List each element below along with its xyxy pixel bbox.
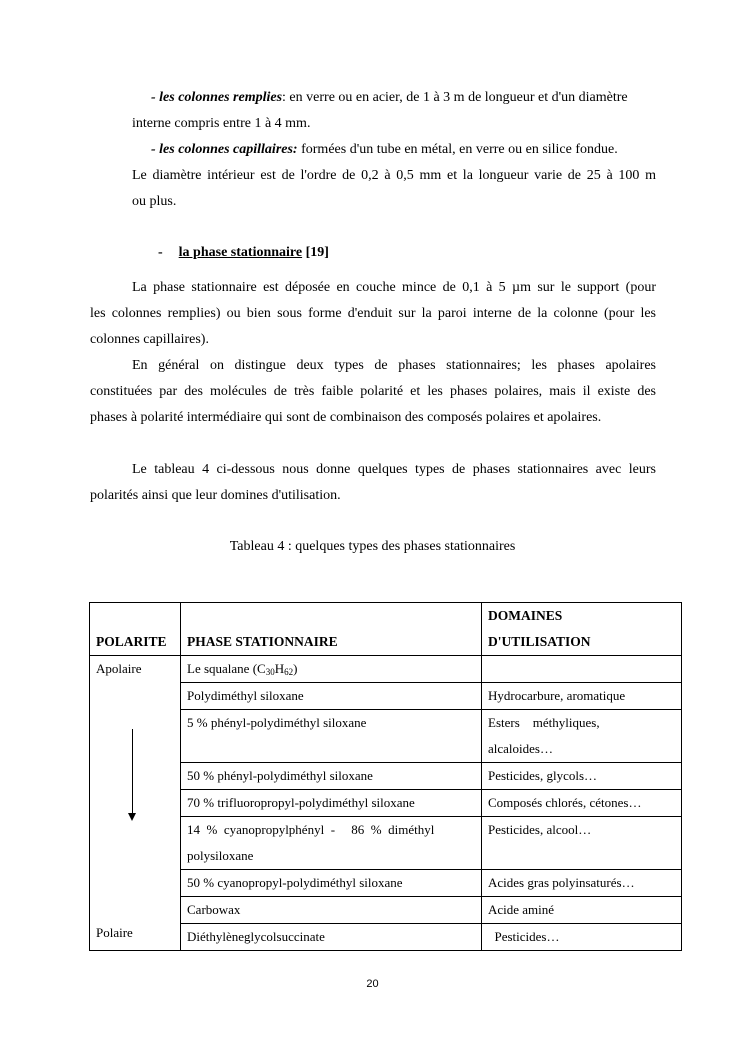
- phase-line-1: 14 % cyanopropylphényl - 86 % diméthyl: [187, 822, 435, 837]
- domaine-cell-empty: [482, 656, 682, 683]
- polarity-cell: [90, 656, 181, 951]
- section-title: la phase stationnaire: [178, 245, 303, 260]
- remplies-text-1: : en verre ou en acier, de 1 à 3 m de longueur et d'un diamètre: [282, 90, 628, 105]
- polarity-arrow-shaft: [132, 729, 133, 814]
- phase-line-2: polysiloxane: [187, 848, 254, 863]
- header-polarite: POLARITE: [90, 603, 181, 656]
- table-caption: Tableau 4 : quelques types des phases stationnaires: [229, 539, 516, 554]
- domaine-cell: Pesticides, glycols…: [482, 763, 682, 790]
- domaine-line-1: Esters méthyliques,: [488, 715, 600, 730]
- squalane-mid: H: [274, 661, 285, 676]
- p1-line-2: les colonnes remplies) ou bien sous forme d'enduit sur la paroi interne de la colonne (pour les: [90, 306, 656, 321]
- phase-cell: [181, 656, 482, 683]
- capillaires-text-1: formées d'un tube en métal, en verre ou en silice fondue.: [297, 142, 618, 157]
- table-header-row: [90, 603, 682, 656]
- phase-cell: Diéthylèneglycolsuccinate: [181, 924, 482, 951]
- phase-cell: [181, 817, 482, 870]
- domaine-cell: Acide aminé: [482, 897, 682, 924]
- p3-line-2: polarités ainsi que leur domines d'utilisation.: [90, 488, 341, 503]
- phase-cell: 70 % trifluoropropyl-polydiméthyl siloxane: [181, 790, 482, 817]
- domaine-cell: [482, 710, 682, 763]
- domaine-cell: Pesticides, alcool…: [482, 817, 682, 870]
- header-phase: PHASE STATIONNAIRE: [181, 603, 482, 656]
- header-domaines-line-1: DOMAINES: [488, 608, 563, 623]
- section-dash: -: [158, 245, 163, 260]
- polarity-top-label: Apolaire: [96, 661, 142, 676]
- squalane-prefix: Le squalane (C: [187, 661, 266, 676]
- p1-line-1: La phase stationnaire est déposée en couche mince de 0,1 à 5 µm sur le support (pour: [132, 280, 656, 295]
- phase-cell: Polydiméthyl siloxane: [181, 683, 482, 710]
- phase-cell: Carbowax: [181, 897, 482, 924]
- phase-cell: 50 % cyanopropyl-polydiméthyl siloxane: [181, 870, 482, 897]
- remplies-term: - les colonnes remplies: [151, 90, 283, 105]
- p1-line-3: colonnes capillaires).: [90, 332, 209, 347]
- domaine-cell: Pesticides…: [482, 924, 682, 951]
- p2-line-2: constituées par des molécules de très faible polarité et les phases polaires, mais il existe des: [90, 384, 656, 399]
- p2-line-3: phases à polarité intermédiaire qui sont de combinaison des composés polaires et apolaires.: [90, 410, 602, 425]
- header-domaines-line-2: D'UTILISATION: [488, 634, 591, 649]
- squalane-sub-1: 30: [265, 667, 275, 677]
- phase-cell: 5 % phényl-polydiméthyl siloxane: [181, 710, 482, 763]
- remplies-text-2: interne compris entre 1 à 4 mm.: [132, 116, 311, 131]
- remplies-line-1: [151, 89, 656, 107]
- section-ref: [19]: [302, 245, 329, 260]
- p3-line-1: Le tableau 4 ci-dessous nous donne quelques types de phases stationnaires avec leurs: [132, 462, 656, 477]
- domaine-cell: Hydrocarbure, aromatique: [482, 683, 682, 710]
- domaine-cell: Composés chlorés, cétones…: [482, 790, 682, 817]
- table-row: [90, 656, 682, 683]
- p2-line-1: En général on distingue deux types de phases stationnaires; les phases apolaires: [132, 358, 656, 373]
- capillaires-text-3: ou plus.: [132, 194, 177, 209]
- domaine-line-2: alcaloides…: [488, 741, 553, 756]
- squalane-suffix: ): [293, 661, 298, 676]
- capillaires-line-1: [151, 141, 656, 159]
- capillaires-text-2: Le diamètre intérieur est de l'ordre de 0,2 à 0,5 mm et la longueur varie de 25 à 100 m: [132, 168, 656, 183]
- header-domaines: [482, 603, 682, 656]
- squalane-sub-2: 62: [284, 667, 294, 677]
- section-heading: [158, 244, 458, 262]
- domaine-cell: Acides gras polyinsaturés…: [482, 870, 682, 897]
- capillaires-term: - les colonnes capillaires:: [151, 142, 298, 157]
- stationary-phases-table: [89, 602, 682, 951]
- phase-cell: 50 % phényl-polydiméthyl siloxane: [181, 763, 482, 790]
- page-number: 20: [366, 978, 379, 990]
- polarity-arrow-down-icon: [128, 813, 136, 821]
- polarity-bottom-label: Polaire: [96, 925, 133, 940]
